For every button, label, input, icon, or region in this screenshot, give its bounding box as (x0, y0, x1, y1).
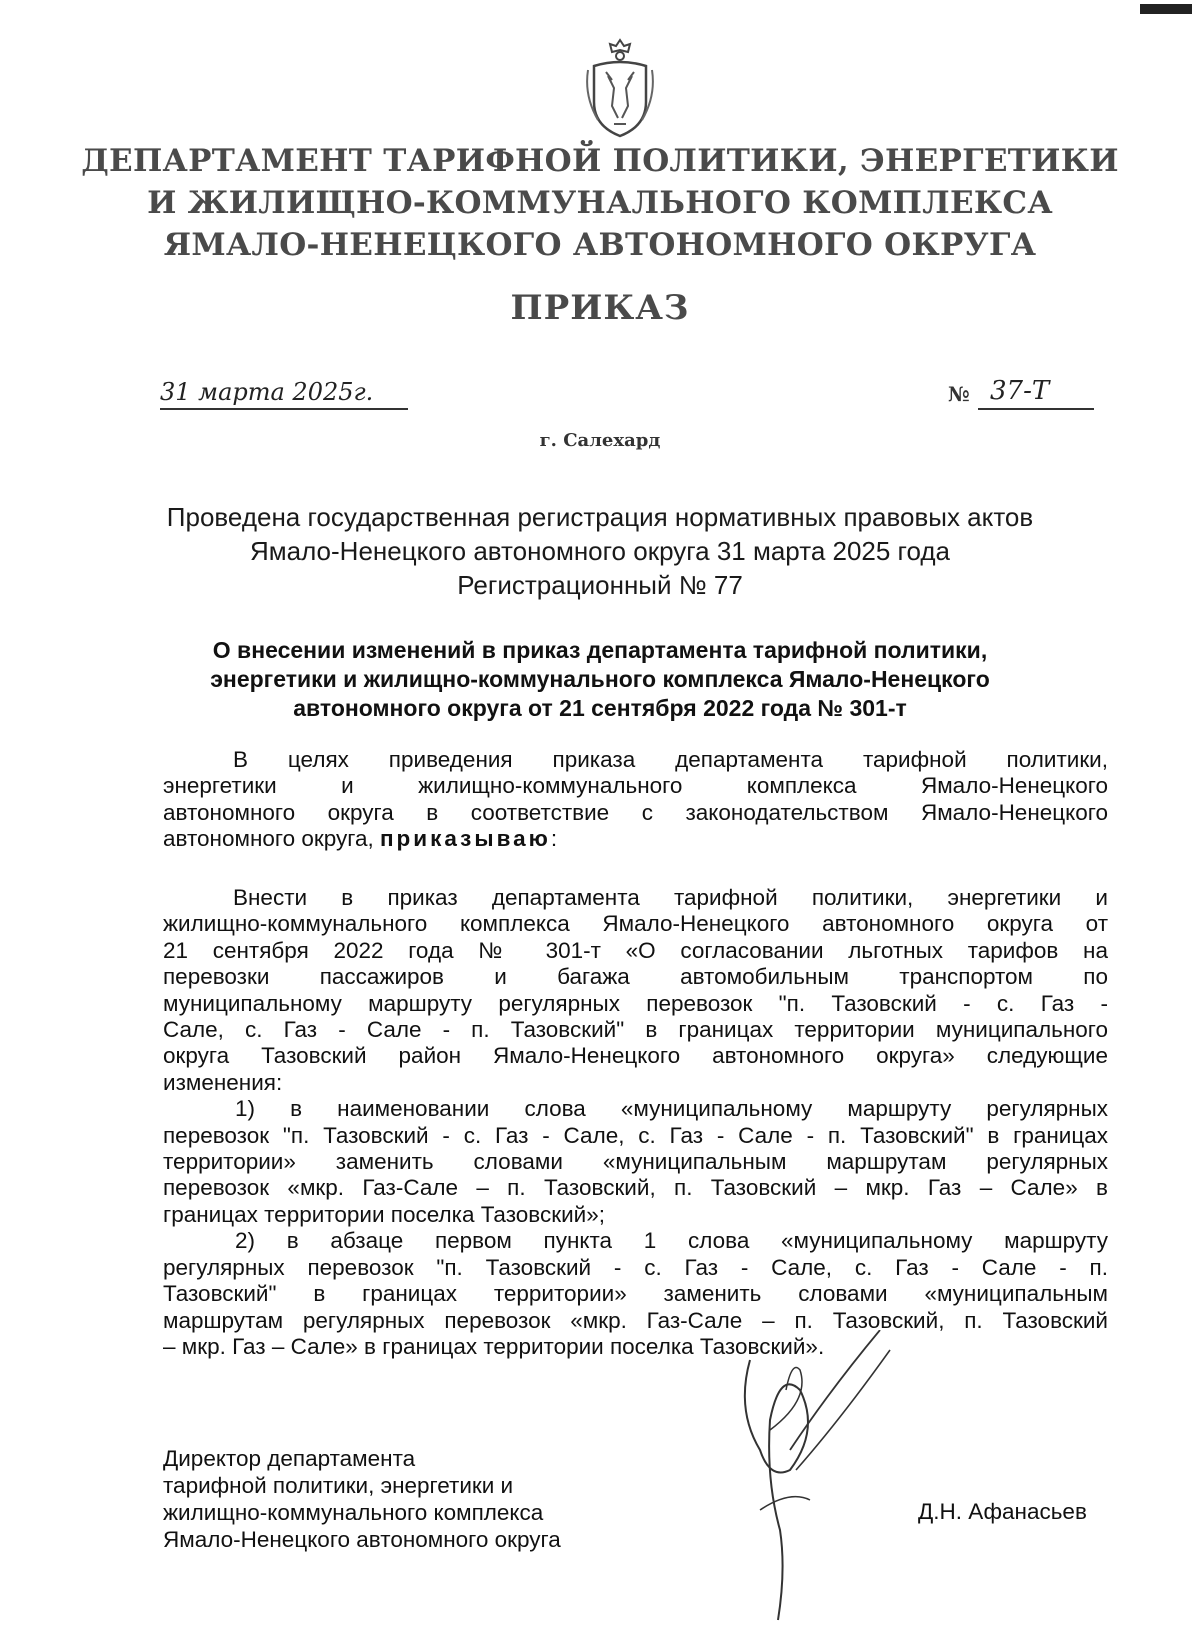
signer-title (163, 1445, 561, 1553)
item-1-line: границах территории поселка Тазовский»; (163, 1201, 605, 1227)
item-2-line: маршрутам регулярных перевозок «мкр. Газ-Сале – п. Тазовский, п. Тазовский (163, 1307, 1108, 1333)
department-line: И ЖИЛИЩНО-КОММУНАЛЬНОГО КОМПЛЕКСА (147, 185, 1053, 221)
number-sign: № (948, 382, 970, 406)
body-line: жилищно-коммунального комплекса Ямало-Ненецкого автономного округа от (163, 911, 1108, 937)
body-line: перевозки пассажиров и багажа автомобильным транспортом по (163, 964, 1108, 990)
body-line (163, 826, 1108, 852)
body-line: Внести в приказ департамента тарифной политики, энергетики и (233, 885, 1108, 910)
order-subject (60, 636, 1140, 723)
city: г. Салехард (539, 430, 661, 451)
item-2-line: – мкр. Газ – Сале» в границах территории поселка Тазовский». (163, 1333, 825, 1359)
registration-line: Ямало-Ненецкого автономного округа 31 марта 2025 года (249, 536, 950, 566)
body-line: изменения: (163, 1069, 283, 1095)
body-line: муниципальному маршруту регулярных перевозок "п. Тазовский - с. Газ - (163, 990, 1108, 1016)
signer-name: Д.Н. Афанасьев (918, 1499, 1087, 1524)
item-1-line: перевозок "п. Тазовский - с. Газ - Сале, с. Газ - Сале - п. Тазовский" в границах (163, 1122, 1108, 1148)
number-underline (978, 408, 1094, 410)
body-line: округа Тазовский район Ямало-Ненецкого автономного округа» следующие (163, 1043, 1108, 1069)
registration-line: Проведена государственная регистрация нормативных правовых актов (166, 502, 1034, 532)
item-1-line: 1) в наименовании слова «муниципальному маршруту регулярных (235, 1096, 1108, 1122)
item-2-line: Тазовский" в границах территории» заменить словами «муниципальным (163, 1281, 1108, 1307)
preamble-paragraph (163, 747, 1108, 853)
document-type-title: ПРИКАЗ (510, 288, 690, 328)
registration-note (60, 500, 1140, 602)
department-line: ДЕПАРТАМЕНТ ТАРИФНОЙ ПОЛИТИКИ, ЭНЕРГЕТИКИ (81, 143, 1119, 179)
signer-title-line: жилищно-коммунального комплекса (163, 1500, 544, 1525)
item-1-line: перевозок «мкр. Газ-Сале – п. Тазовский, п. Тазовский – мкр. Газ – Сале» в (163, 1175, 1108, 1201)
registration-line: Регистрационный № 77 (457, 570, 743, 600)
subject-line: автономного округа от 21 сентября 2022 года № 301-т (293, 695, 907, 721)
item-1-line: территории» заменить словами «муниципальным маршрутам регулярных (163, 1149, 1108, 1175)
department-line: ЯМАЛО-НЕНЕЦКОГО АВТОНОМНОГО ОКРУГА (163, 227, 1037, 263)
scan-corner-mark (1140, 4, 1192, 14)
body-text: автономного округа, (163, 826, 380, 852)
date-underline (160, 408, 408, 410)
date-field (160, 372, 420, 412)
signer-title-line: Ямало-Ненецкого автономного округа (163, 1527, 561, 1552)
order-keyword: приказываю (379, 826, 551, 852)
body-text: : (550, 826, 558, 852)
handwritten-signature (730, 1330, 920, 1630)
subject-line: энергетики и жилищно-коммунального комплекса Ямало-Ненецкого (210, 666, 990, 692)
coat-of-arms-icon (584, 36, 656, 142)
main-paragraph (163, 885, 1108, 1360)
signer-title-line: Директор департамента (163, 1446, 416, 1471)
number-field (948, 372, 1098, 412)
body-line: Сале, с. Газ - Сале - п. Тазовский" в границах территории муниципального (163, 1017, 1108, 1043)
handwritten-number: 37-Т (990, 376, 1050, 406)
signer-title-line: тарифной политики, энергетики и (163, 1473, 514, 1498)
body-line: энергетики и жилищно-коммунального комплекса Ямало-Ненецкого (163, 773, 1108, 799)
body-line: автономного округа в соответствие с законодательством Ямало-Ненецкого (163, 799, 1108, 825)
department-name (60, 140, 1140, 266)
body-line: В целях приведения приказа департамента тарифной политики, (233, 747, 1108, 772)
subject-line: О внесении изменений в приказ департамента тарифной политики, (212, 637, 988, 663)
item-2-line: 2) в абзаце первом пункта 1 слова «муниципальному маршруту (235, 1228, 1108, 1254)
item-2-line: регулярных перевозок "п. Тазовский - с. Газ - Сале, с. Газ - Сале - п. (163, 1254, 1108, 1280)
handwritten-date: 31 марта 2025г. (160, 378, 374, 406)
body-line: 21 сентября 2022 года № 301-т «О согласовании льготных тарифов на (163, 937, 1108, 963)
